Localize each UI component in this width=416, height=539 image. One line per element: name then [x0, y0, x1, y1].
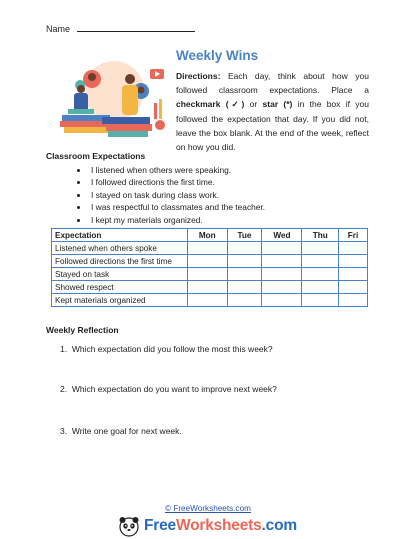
- question-number: 2.: [60, 384, 68, 394]
- question-number: 1.: [60, 344, 68, 354]
- row-label: Showed respect: [52, 281, 188, 294]
- table-row: [52, 294, 368, 307]
- check-box[interactable]: [188, 255, 228, 268]
- row-label: Followed directions the first time: [52, 255, 188, 268]
- list-item: • I stayed on task during class work.: [89, 189, 265, 201]
- table-header-row: [52, 229, 368, 242]
- check-box[interactable]: [227, 268, 262, 281]
- check-box[interactable]: [302, 268, 339, 281]
- brand-word-free: Free: [144, 517, 176, 534]
- column-header-tue: Tue: [227, 229, 262, 242]
- check-box[interactable]: [188, 268, 228, 281]
- brand-wordmark: [144, 517, 297, 535]
- list-item: • I followed directions the first time.: [89, 176, 265, 188]
- column-header-expectation: Expectation: [52, 229, 188, 242]
- directions-paragraph: [176, 69, 369, 154]
- name-blank[interactable]: [77, 23, 195, 32]
- directions-lead: Directions:: [176, 71, 221, 81]
- check-box[interactable]: [338, 294, 367, 307]
- table-row: [52, 242, 368, 255]
- question-number: 3.: [60, 426, 68, 436]
- footer-copyright-link[interactable]: © FreeWorksheets.com: [165, 504, 251, 513]
- check-box[interactable]: [302, 255, 339, 268]
- checkmark-term: checkmark (✓): [176, 99, 245, 110]
- star-term: star (*): [262, 99, 293, 110]
- column-header-thu: Thu: [302, 229, 339, 242]
- question-text: Write one goal for next week.: [71, 426, 182, 436]
- expectations-heading: Classroom Expectations: [46, 151, 146, 161]
- check-box[interactable]: [338, 281, 367, 294]
- expectations-list: [77, 164, 265, 226]
- check-box[interactable]: [227, 281, 262, 294]
- question-text: Which expectation did you follow the most this week?: [71, 344, 273, 354]
- table-row: [52, 255, 368, 268]
- students-illustration: [50, 51, 170, 139]
- check-box[interactable]: [188, 281, 228, 294]
- check-box[interactable]: [338, 242, 367, 255]
- directions-or: or: [244, 99, 263, 110]
- check-box[interactable]: [302, 281, 339, 294]
- check-box[interactable]: [188, 294, 228, 307]
- check-box[interactable]: [262, 281, 302, 294]
- table-row: [52, 268, 368, 281]
- worksheet-title: Weekly Wins: [176, 48, 259, 63]
- row-label: Stayed on task: [52, 268, 188, 281]
- brand-logo: [118, 514, 297, 538]
- check-box[interactable]: [302, 294, 339, 307]
- check-box[interactable]: [227, 242, 262, 255]
- reflection-question-3: [60, 426, 182, 436]
- check-box[interactable]: [188, 242, 228, 255]
- reflection-question-2: [60, 384, 277, 394]
- check-box[interactable]: [262, 242, 302, 255]
- row-label: Listened when others spoke: [52, 242, 188, 255]
- list-item: • I was respectful to classmates and the teacher.: [89, 201, 265, 213]
- list-item: • I kept my materials organized.: [89, 214, 265, 226]
- check-box[interactable]: [227, 294, 262, 307]
- brand-word-com: .com: [261, 517, 297, 534]
- check-box[interactable]: [338, 268, 367, 281]
- reflection-question-1: [60, 344, 273, 354]
- column-header-wed: Wed: [262, 229, 302, 242]
- list-item: • I listened when others were speaking.: [89, 164, 265, 176]
- directions-text-2: in the box if you followed the expectation that day. If you did not, leave the box blank. At the end of the week, reflect on how you did.: [176, 99, 369, 153]
- check-box[interactable]: [262, 294, 302, 307]
- check-box[interactable]: [302, 242, 339, 255]
- table-row: [52, 281, 368, 294]
- name-label: Name: [46, 24, 71, 34]
- column-header-mon: Mon: [188, 229, 228, 242]
- panda-icon: [118, 515, 140, 537]
- check-box[interactable]: [338, 255, 367, 268]
- row-label: Kept materials organized: [52, 294, 188, 307]
- expectations-tracker-table: [51, 228, 368, 307]
- name-field-row: [46, 23, 195, 34]
- reflection-heading: Weekly Reflection: [46, 325, 119, 335]
- column-header-fri: Fri: [338, 229, 367, 242]
- check-box[interactable]: [262, 268, 302, 281]
- check-box[interactable]: [227, 255, 262, 268]
- directions-text-1: Each day, think about how you followed classroom expectations. Place a: [176, 71, 369, 96]
- brand-word-worksheets: Worksheets: [175, 517, 262, 534]
- check-box[interactable]: [262, 255, 302, 268]
- question-text: Which expectation do you want to improve next week?: [71, 384, 277, 394]
